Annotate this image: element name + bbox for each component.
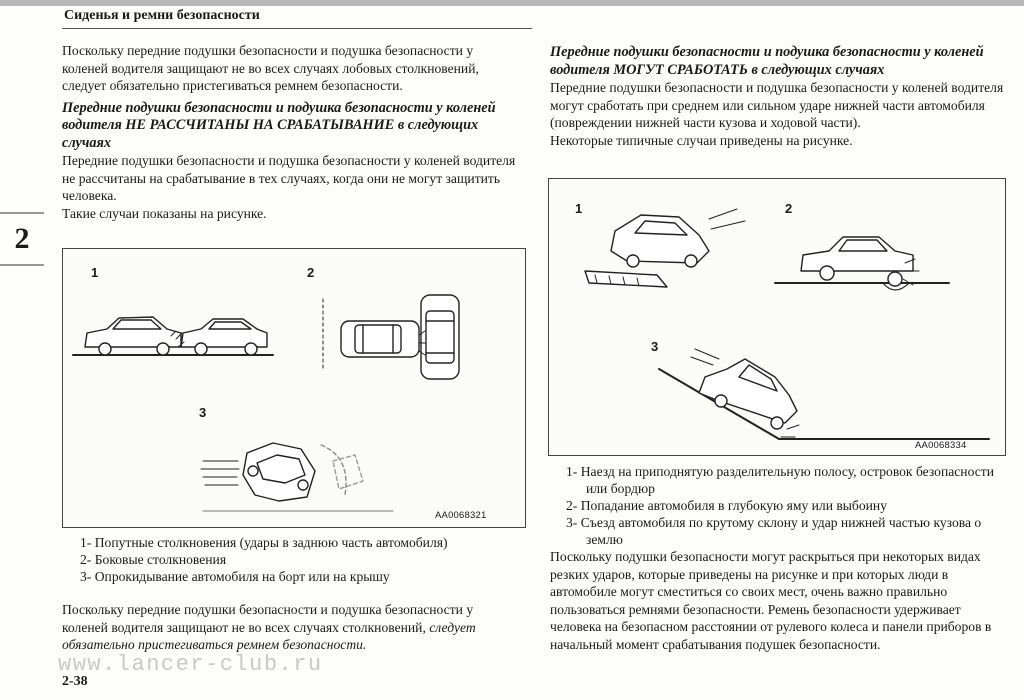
figure-right-code: AA0068334 xyxy=(915,440,967,451)
car-slope xyxy=(699,359,797,429)
right-column xyxy=(550,44,1005,149)
list-item: 3- Опрокидывание автомобиля на борт или на крышу xyxy=(80,569,390,584)
left-caption-list xyxy=(80,534,520,585)
figure-left-label-1: 1 xyxy=(91,265,99,280)
right-outro-paragraph: Поскольку подушки безопасности могут раскрыться при некоторых видах резких ударов, которые приведены на рисунке и при которых люди в автомобиле могут сместиться со своих мест, очень важно правильно пользоваться ремнями безопасности. Ремень безопасности удерживает человека на безопасном расстоянии от рулевого колеса и панели приборов в начальный момент срабатывания подушек безопасности. xyxy=(550,549,992,652)
list-item: 3- Съезд автомобиля по крутому склону и удар нижней частью кузова о землю xyxy=(566,515,982,547)
header-rule xyxy=(62,28,532,29)
car-pothole xyxy=(801,237,913,286)
left-outro-start: Поскольку передние подушки безопасности и подушка безопасности у коленей водителя защищают не во всех случаях столкновений, xyxy=(62,602,474,635)
left-body-note: Такие случаи показаны на рисунке. xyxy=(62,205,267,221)
left-intro-paragraph: Поскольку передние подушки безопасности и подушка безопасности у коленей водителя защищают не во всех случаях лобовых столкновений, следует обязательно пристегиваться ремнем безопасности. xyxy=(62,43,479,93)
figure-right-label-1: 1 xyxy=(575,201,583,216)
right-caption-list xyxy=(566,463,1006,548)
figure-right-label-2: 2 xyxy=(785,201,793,216)
motion-lines xyxy=(201,461,239,485)
crash-illustration-left xyxy=(63,249,525,527)
car-rear-right xyxy=(181,319,267,355)
right-body-note: Некоторые типичные случаи приведены на рисунке. xyxy=(550,132,853,148)
car-side-impact-vertical xyxy=(421,295,459,379)
car-rear-left xyxy=(85,317,181,355)
list-item: 1- Наезд на приподнятую разделительную полосу, островок безопасности или бордюр xyxy=(566,464,994,496)
figure-left-code: AA0068321 xyxy=(435,510,487,521)
figure-left-label-2: 2 xyxy=(307,265,315,280)
figure-left-label-3: 3 xyxy=(199,405,207,420)
left-column xyxy=(62,42,522,222)
site-watermark: www.lancer-club.ru xyxy=(58,652,323,677)
page-number: 2-38 xyxy=(62,674,88,689)
list-item: 1- Попутные столкновения (удары в заднюю часть автомобиля) xyxy=(80,535,448,550)
figure-right-label-3: 3 xyxy=(651,339,659,354)
left-heading: Передние подушки безопасности и подушка безопасности у коленей водителя НЕ РАССЧИТАНЫ НА СРАБАТЫВАНИЕ в следующих случаях xyxy=(62,99,496,151)
car-side-impact-horizontal xyxy=(341,321,419,357)
right-heading: Передние подушки безопасности и подушка безопасности у коленей водителя МОГУТ СРАБОТАТЬ в следующих случаях xyxy=(550,44,984,78)
top-band xyxy=(0,0,1024,6)
list-item: 2- Боковые столкновения xyxy=(80,552,227,567)
right-body-paragraph: Передние подушки безопасности и подушка безопасности у коленей водителя могут сработать при среднем или сильном ударе нижней части автомобиля (повреждении нижней части кузова и ходовой части). xyxy=(550,80,1004,130)
left-body-paragraph: Передние подушки безопасности и подушка безопасности у коленей водителя не рассчитаны на срабатывание в тех случаях, когда они не могут защитить человека. xyxy=(62,153,516,203)
chapter-tab: 2 xyxy=(0,212,44,266)
car-curb-strike xyxy=(611,215,709,267)
left-outro-paragraph xyxy=(62,601,522,654)
figure-no-deploy xyxy=(62,248,526,528)
left-outro-end: следует обязательно пристегиваться ремнем безопасности. xyxy=(62,619,476,652)
crash-illustration-right xyxy=(549,179,1005,455)
car-rollover xyxy=(243,443,315,501)
list-item: 2- Попадание автомобиля в глубокую яму или выбоину xyxy=(566,498,887,513)
page-header: Сиденья и ремни безопасности xyxy=(64,8,260,23)
figure-may-deploy xyxy=(548,178,1006,456)
